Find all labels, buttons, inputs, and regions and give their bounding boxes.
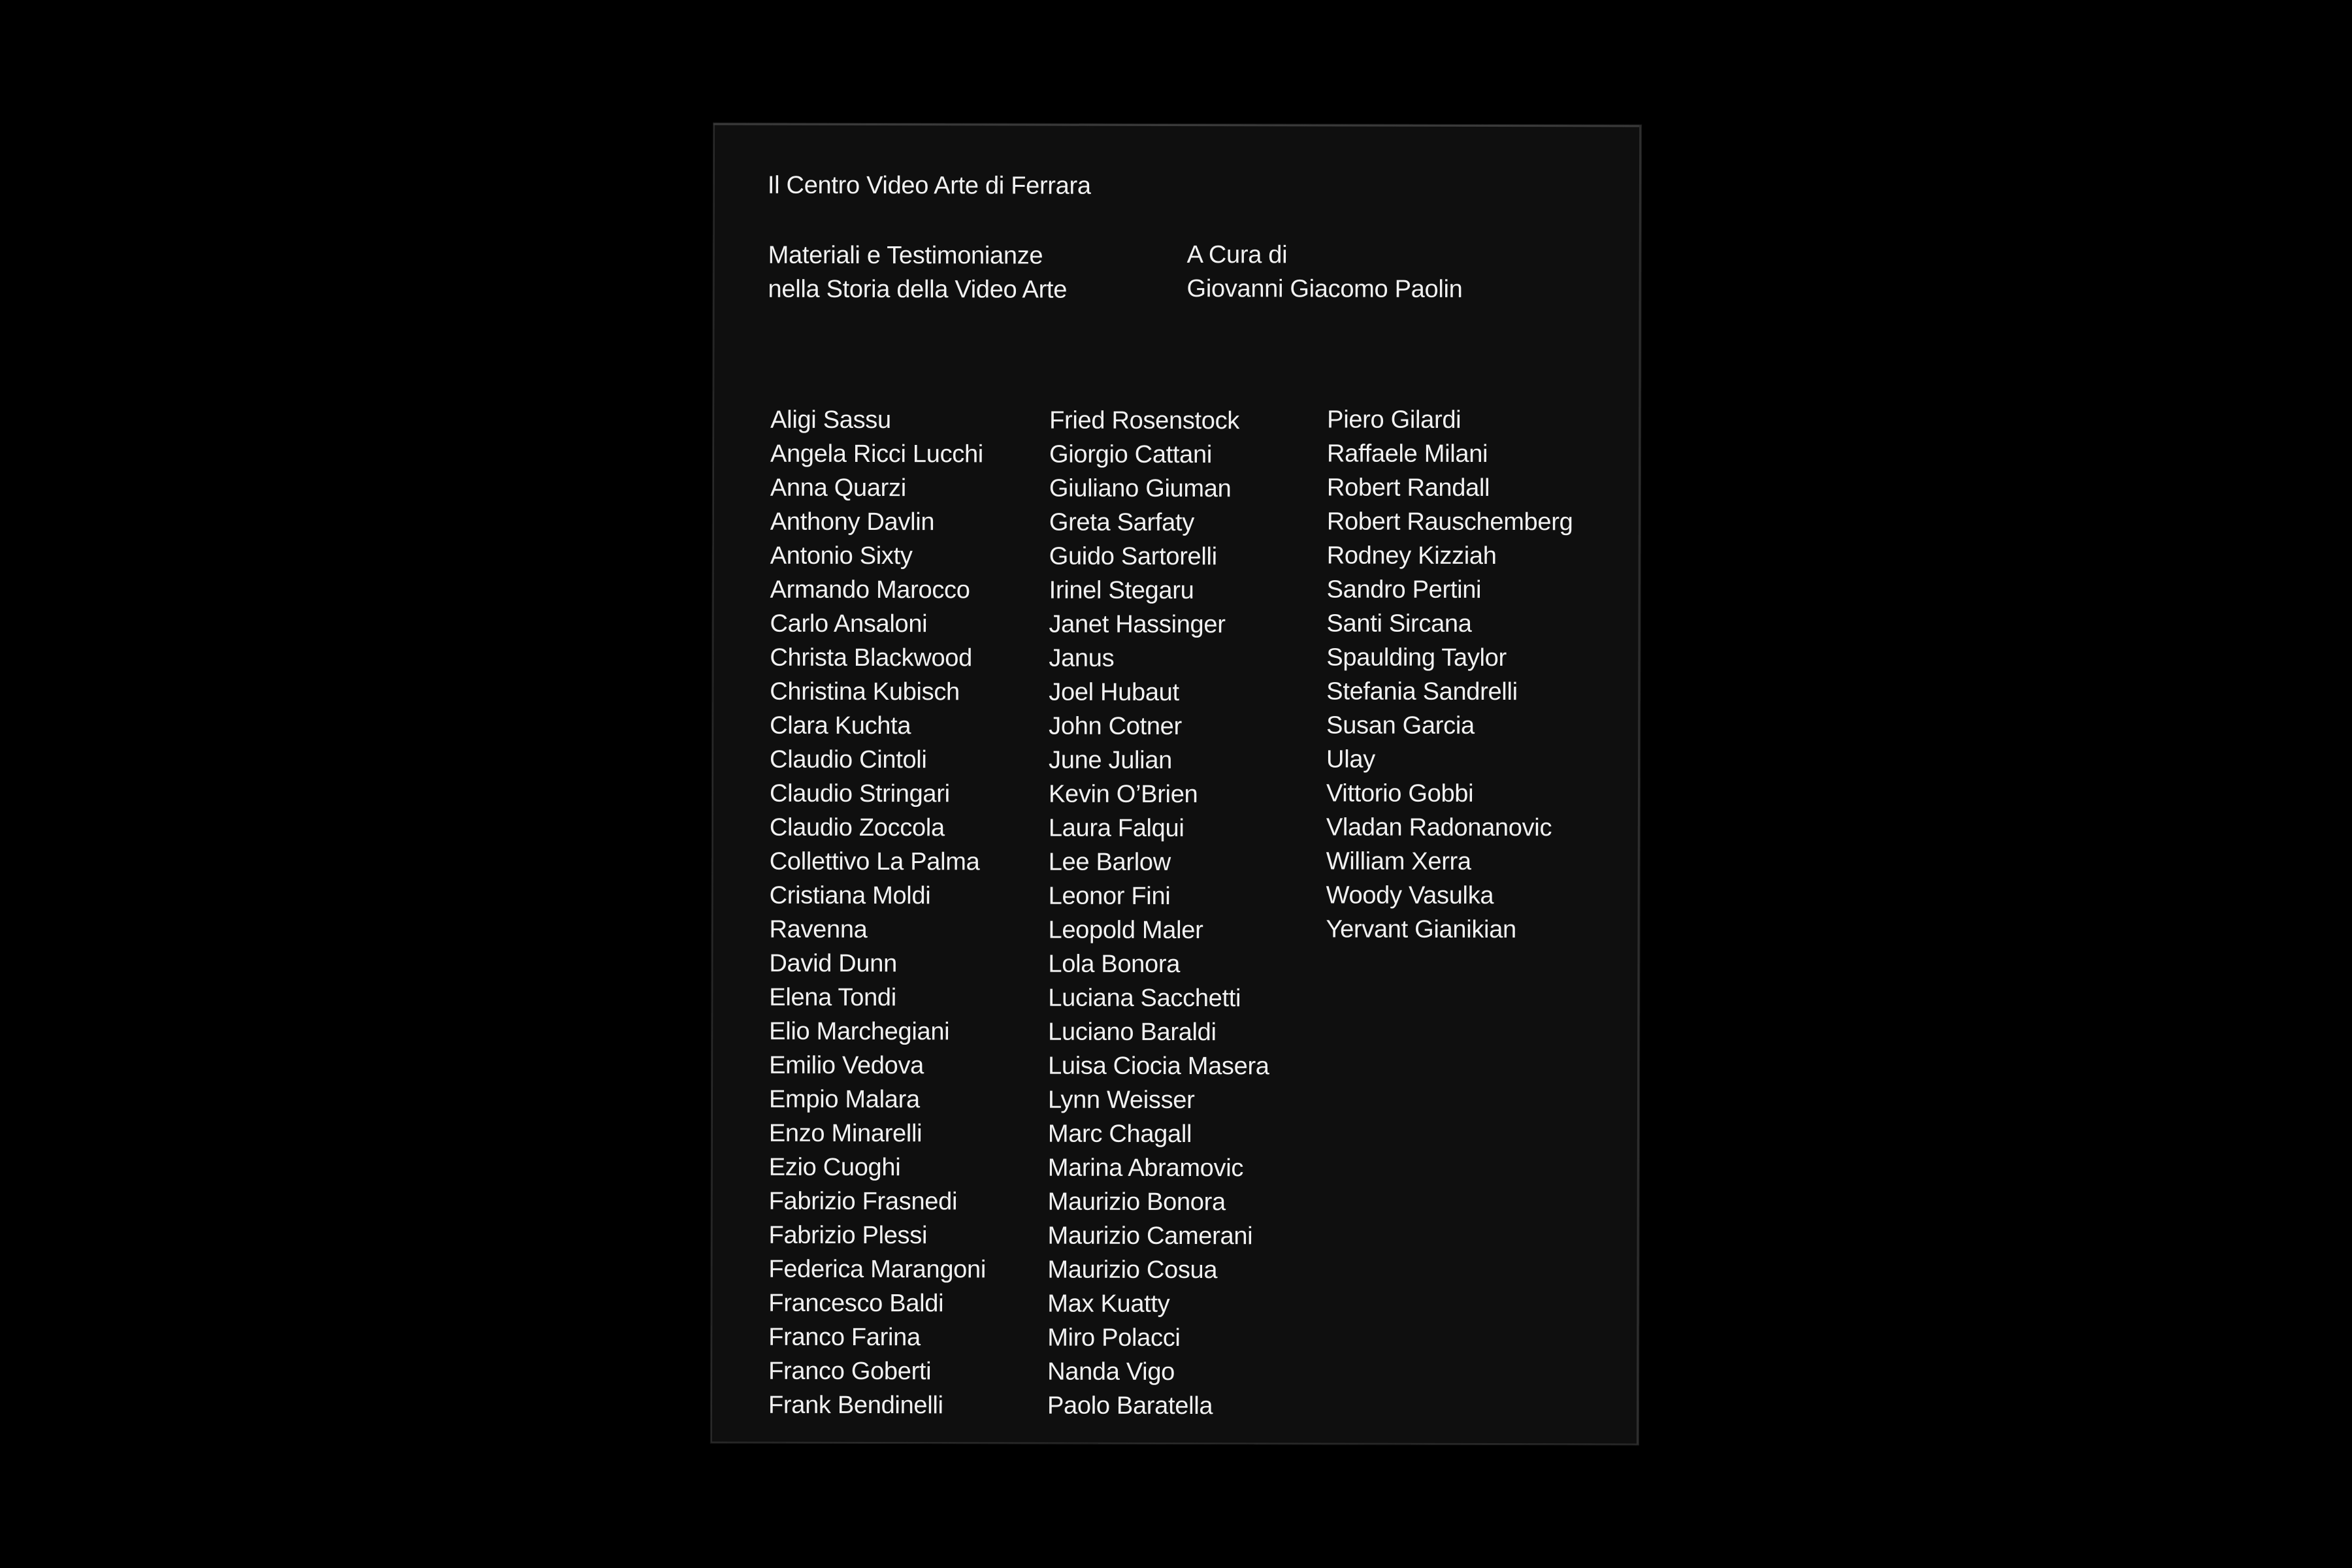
name-entry: June Julian: [1049, 746, 1173, 774]
name-entry: Cristiana Moldi: [769, 881, 931, 910]
name-entry: Spaulding Taylor: [1326, 644, 1507, 672]
name-entry: Leonor Fini: [1048, 882, 1171, 910]
name-entry: Fabrizio Plessi: [768, 1221, 928, 1250]
name-entry: Piero Gilardi: [1327, 406, 1462, 434]
name-entry: Francesco Baldi: [768, 1289, 944, 1318]
names-column-1: [768, 403, 988, 1423]
name-entry: Elio Marchegiani: [769, 1017, 950, 1046]
name-entry: Yervant Gianikian: [1326, 915, 1516, 944]
name-entry: Fabrizio Frasnedi: [768, 1187, 958, 1216]
name-entry: Rodney Kizziah: [1326, 542, 1497, 570]
name-entry: Raffaele Milani: [1327, 440, 1488, 468]
name-entry: Maurizio Bonora: [1047, 1188, 1226, 1217]
name-entry: Christa Blackwood: [770, 644, 973, 672]
name-entry: Janus: [1049, 644, 1115, 672]
name-entry: Franco Goberti: [768, 1357, 932, 1386]
name-entry: Claudio Cintoli: [770, 745, 927, 774]
name-entry: Sandro Pertini: [1326, 576, 1482, 604]
name-entry: Miro Polacci: [1047, 1324, 1181, 1352]
name-entry: Luciano Baraldi: [1048, 1018, 1217, 1047]
subtitle-line-1: Materiali e Testimonianze: [768, 241, 1043, 270]
name-entry: Giuliano Giuman: [1049, 474, 1232, 503]
name-entry: David Dunn: [769, 949, 898, 978]
book-back-cover: [711, 123, 1641, 1445]
name-entry: Anna Quarzi: [770, 474, 906, 502]
name-entry: Robert Rauschemberg: [1326, 508, 1573, 536]
name-entry: Elena Tondi: [769, 983, 896, 1012]
name-entry: Christina Kubisch: [770, 678, 960, 706]
name-entry: Lynn Weisser: [1047, 1086, 1195, 1115]
name-entry: Maurizio Cosua: [1047, 1256, 1218, 1284]
name-entry: Ravenna: [769, 915, 868, 944]
name-entry: Ulay: [1326, 745, 1375, 774]
name-entry: Robert Randall: [1326, 474, 1490, 502]
name-entry: Empio Malara: [768, 1085, 920, 1114]
name-entry: Frank Bendinelli: [768, 1391, 943, 1420]
name-entry: Lola Bonora: [1048, 950, 1181, 979]
editor-label: A Cura di: [1186, 241, 1288, 269]
name-entry: Max Kuatty: [1047, 1290, 1170, 1318]
name-entry: Lee Barlow: [1048, 848, 1171, 876]
names-column-2: [1047, 404, 1271, 1424]
name-entry: Nanda Vigo: [1047, 1358, 1175, 1386]
subtitle-line-2: nella Storia della Video Arte: [768, 275, 1068, 304]
name-entry: Antonio Sixty: [770, 542, 913, 570]
cover-spine-edge: [1637, 125, 1641, 1445]
name-entry: Giorgio Cattani: [1049, 440, 1213, 469]
name-entry: Guido Sartorelli: [1049, 542, 1217, 571]
name-entry: Marina Abramovic: [1047, 1154, 1244, 1183]
subtitle-block: [768, 238, 1068, 307]
name-entry: Paolo Baratella: [1047, 1392, 1213, 1420]
name-entry: Vladan Radonanovic: [1326, 813, 1552, 842]
name-entry: John Cotner: [1049, 712, 1182, 741]
name-entry: Franco Farina: [768, 1323, 921, 1352]
name-entry: Claudio Stringari: [769, 779, 950, 808]
name-entry: Susan Garcia: [1326, 711, 1475, 740]
name-entry: Irinel Stegaru: [1049, 576, 1194, 605]
name-entry: Marc Chagall: [1047, 1120, 1192, 1149]
name-entry: Joel Hubaut: [1049, 678, 1179, 707]
name-entry: Emilio Vedova: [769, 1051, 924, 1080]
name-entry: Aligi Sassu: [770, 406, 891, 434]
editor-name: Giovanni Giacomo Paolin: [1186, 275, 1463, 303]
name-entry: Carlo Ansaloni: [770, 610, 928, 638]
name-entry: Laura Falqui: [1048, 814, 1184, 843]
name-entry: Woody Vasulka: [1326, 881, 1494, 910]
name-entry: Greta Sarfaty: [1049, 508, 1194, 537]
names-column-3: [1326, 402, 1573, 947]
name-entry: Fried Rosenstock: [1049, 406, 1240, 435]
name-entry: Leopold Maler: [1048, 916, 1203, 945]
name-entry: Ezio Cuoghi: [768, 1153, 901, 1182]
name-entry: Janet Hassinger: [1049, 610, 1226, 639]
name-entry: Luisa Ciocia Masera: [1048, 1052, 1269, 1081]
name-entry: Kevin O’Brien: [1048, 780, 1198, 809]
name-entry: Anthony Davlin: [770, 508, 935, 536]
name-entry: Claudio Zoccola: [769, 813, 945, 842]
editor-block: [1187, 238, 1463, 306]
name-entry: Maurizio Camerani: [1047, 1222, 1253, 1250]
series-title: Il Centro Video Arte di Ferrara: [767, 171, 1091, 200]
name-entry: Stefania Sandrelli: [1326, 678, 1518, 706]
name-entry: Federica Marangoni: [768, 1255, 987, 1284]
cover-top-edge: [713, 123, 1641, 127]
name-entry: Enzo Minarelli: [768, 1119, 923, 1148]
name-entry: Santi Sircana: [1326, 610, 1472, 638]
name-entry: Clara Kuchta: [770, 711, 911, 740]
name-entry: Luciana Sacchetti: [1048, 984, 1241, 1013]
name-entry: Collettivo La Palma: [769, 847, 980, 876]
name-entry: William Xerra: [1326, 847, 1471, 875]
name-entry: Armando Marocco: [770, 576, 970, 604]
name-entry: Vittorio Gobbi: [1326, 779, 1474, 808]
name-entry: Angela Ricci Lucchi: [770, 440, 984, 468]
